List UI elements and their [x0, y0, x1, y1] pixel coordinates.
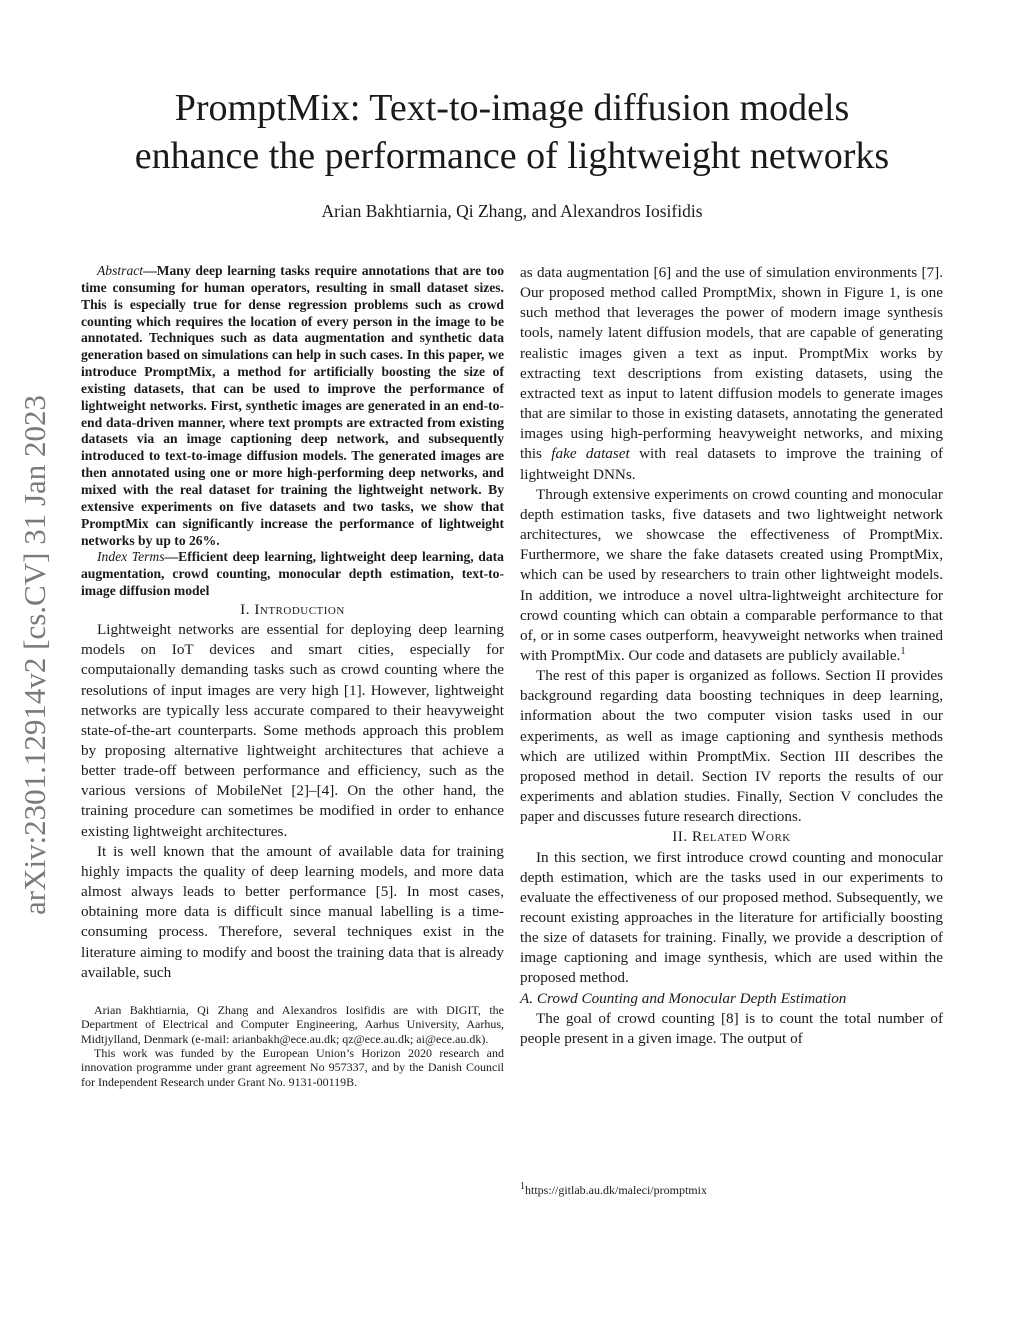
footnote-1-mark: 1 [520, 1181, 525, 1192]
section-title: Introduction [254, 600, 345, 618]
section-heading-introduction [81, 600, 504, 620]
footnote-funding: This work was funded by the European Union’s Horizon 2020 research and innovation programme under grant agreement No 957337, and by the Danish Council for Independent Research under Grant No. 9131-00119B. [81, 1045, 504, 1089]
intro-paragraph-2: It is well known that the amount of available data for training highly impacts the quality of deep learning models, and more data almost always leads to better performance [5]. In most cases, obtaining more data is difficult since manual labelling is a time-consuming process. Therefore, several techniques exist in the literature aiming to modify and boost the training data that is already available, such [81, 842, 504, 981]
footnote-affiliation: Arian Bakhtiarnia, Qi Zhang and Alexandros Iosifidis are with DIGIT, the Department of Electrical and Computer Engineering, Aarhus University, Aarhus, Midtjylland, Denmark (e-mail: arianbakh@ece.au.dk; qz@ece.au.dk; ai@ece.au.dk). [81, 1002, 504, 1046]
intro-paragraph-1: Lightweight networks are essential for deploying deep learning models on IoT devices and smart cities, especially for computaionally demanding tasks such as crowd counting where the resolutions of input images are very high [1]. However, lightweight networks are typically less accurate compared to their heavyweight state-of-the-art counterparts. Some methods approach this problem by proposing alternative lightweight architectures that achieve a better trade-off between performance and efficiency, such as the various versions of MobileNet [2]–[4]. On the other hand, the training procedure can sometimes be modified in order to enhance existing lightweight architectures. [81, 621, 504, 840]
fake-dataset-emphasis: fake dataset [551, 445, 630, 463]
related-paragraph-2: The goal of crowd counting [8] is to count the total number of people present in a given image. The output of [520, 1009, 943, 1047]
section-title: Related Work [691, 828, 791, 846]
intro-p3-end: with real datasets to improve the training of lightweight DNNs. [520, 445, 944, 483]
right-column [520, 263, 943, 1049]
section-number: II. [672, 828, 688, 846]
footnote-1 [520, 1183, 707, 1198]
intro-paragraph-3 [520, 263, 943, 485]
left-column [81, 263, 504, 1089]
arxiv-identifier: arXiv:2301.12914v2 [cs.CV] 31 Jan 2023 [17, 394, 52, 916]
section-heading-related-work [520, 827, 943, 847]
author-list: Arian Bakhtiarnia, Qi Zhang, and Alexandros Iosifidis [321, 201, 703, 221]
index-terms-text: —Efficient deep learning, lightweight deep learning, data augmentation, crowd counting, monocular depth estimation, text-to-image diffusion model [81, 549, 504, 599]
intro-paragraph-5: The rest of this paper is organized as follows. Section II provides background regarding data boosting techniques in deep learning, information about the two computer vision tasks used in our experiments, as well as image captioning and synthesis methods which are utilized within PromptMix. Section III describes the proposed method in detail. Section IV reports the results of our experiments and ablation studies. Finally, Section V concludes the paper and discusses future research directions. [520, 667, 943, 826]
index-terms [81, 549, 504, 600]
index-terms-label: Index Terms [97, 549, 165, 565]
title-line-2: enhance the performance of lightweight networks [134, 135, 890, 177]
intro-p3-start: as data augmentation [6] and the use of simulation environments [7]. Our proposed method called PromptMix, shown in Figure 1, is one such method that leverages the power of modern image synthesis tools, namely latent diffusion models, that are capable of generating realistic images given a text as input. PromptMix works by extracting text descriptions from existing datasets, using the extracted text as input to latent diffusion models to generate images that are similar to those in existing datasets, annotating the generated images using high-performing heavyweight networks, and mixing this [520, 264, 943, 463]
footnote-marker[interactable]: 1 [900, 645, 906, 657]
footnote-1-link[interactable]: https://gitlab.au.dk/maleci/promptmix [525, 1183, 707, 1197]
intro-p4-text: Through extensive experiments on crowd counting and monocular depth estimation tasks, five datasets and two lightweight network architectures, we showcase the effectiveness of PromptMix. Furthermore, we share the fake datasets created using PromptMix, which can be used by researchers to train other lightweight models. In addition, we introduce a novel ultra-lightweight architecture for crowd counting which can obtain a comparable performance to that of, or in some cases outperform, heavyweight networks when trained with PromptMix. Our code and datasets are publicly available. [520, 485, 943, 664]
subsection-heading-crowd-counting: A. Crowd Counting and Monocular Depth Estimation [520, 989, 847, 1007]
abstract-text: —Many deep learning tasks require annotations that are too time consuming for human operators, resulting in small dataset sizes. This is especially true for dense regression problems such as crowd counting which requires the location of every person in the image to be annotated. Techniques such as data augmentation and synthetic data generation based on simulations can help in such cases. In this paper, we introduce PromptMix, a method for artificially boosting the size of existing datasets, that can be used to improve the performance of lightweight networks. First, synthetic images are generated in an end-to-end data-driven manner, where text prompts are extracted from existing datasets via an image captioning deep network, and subsequently introduced to text-to-image diffusion models. The generated images are then annotated using one or more high-performing deep networks, and mixed with the real dataset for training the lightweight network. By extensive experiments on five datasets and two tasks, we show that PromptMix can significantly increase the performance of lightweight networks by up to 26%. [81, 263, 504, 548]
related-paragraph-1: In this section, we first introduce crowd counting and monocular depth estimation, which are the tasks used in our experiments to evaluate the effectiveness of our proposed method. Subsequently, we recount existing approaches in the literature for artificially boosting the size of datasets for training. Finally, we provide a description of image captioning and image synthesis, which are used within the proposed method. [520, 848, 943, 987]
arxiv-sidebar [0, 355, 70, 955]
intro-paragraph-4 [520, 485, 943, 666]
section-number: I. [240, 600, 251, 618]
paper-title [0, 84, 1024, 180]
abstract-label: Abstract [97, 263, 144, 278]
title-line-1: PromptMix: Text-to-image diffusion models [174, 87, 850, 129]
footnotes [81, 1003, 504, 1089]
abstract [81, 263, 504, 549]
